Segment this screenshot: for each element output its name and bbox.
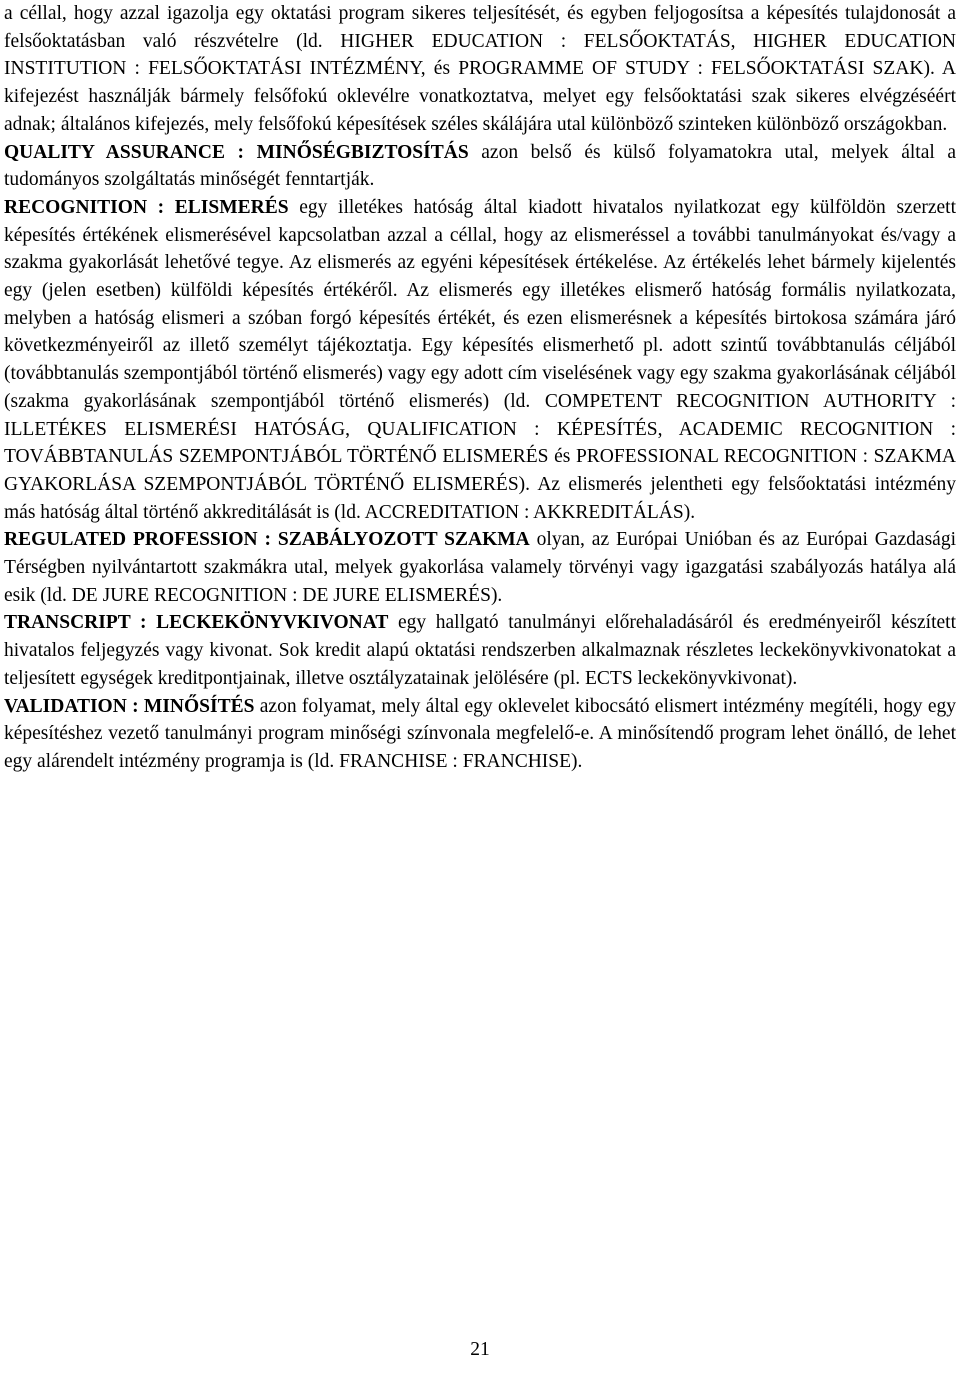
glossary-entry-regulated-profession bbox=[4, 526, 956, 609]
entry-definition: azon belső és külső folyamatokra utal, melyek által a tudományos szolgáltatás minőségét fenntartják. bbox=[4, 141, 957, 191]
entry-definition: egy hallgató tanulmányi előrehaladásáról és eredményeiről készített hivatalos feljegyzés vagy kivonat. Sok kredit alapú oktatási rendszerben alkalmaznak részletes leckekönyvkivonatokat a teljesített egységek kreditpontjainak, illetve osztályzatainak jelölésére (pl. ECTS leckekönyvkivonat). bbox=[4, 612, 956, 689]
entry-definition: egy illetékes hatóság által kiadott hivatalos nyilatkozat egy külföldön szerzett képesítés értékének elismerésével kapcsolatban azzal a céllal, hogy az elismeréssel a további tanulmányokat és/vagy a szakma gyakorlását lehetővé tegye. Az elismerés az egyéni képesítések értékelése. Az értékelés lehet bármely kijelentés egy (jelen esetben) külföldi képesítés értékéről. Az elismerés egy illetékes elismerő hatóság formális nyilatkozata, melyben a hatóság elismeri a szóban forgó képesítés értékét, és ezen elismerésnek a képesítés birtokosa számára járó következményeiről az illető személyt tájékoztatja. Egy képesítés elismerhető pl. adott szintű továbbtanulás céljából (továbbtanulás szempontjából történő elismerés) vagy egy adott cím viselésének vagy egy szakma gyakorlásának céljából (szakma gyakorlásának szempontjából történő elismerés) (ld. COMPETENT RECOGNITION AUTHORITY : ILLETÉKES ELISMERÉSI HATÓSÁG, QUALIFICATION : KÉPESÍTÉS, ACADEMIC RECOGNITION : TOVÁBBTANULÁS SZEMPONTJÁBÓL TÖRTÉNŐ ELISMERÉS és PROFESSIONAL RECOGNITION : SZAKMA GYAKORLÁSA SZEMPONTJÁBÓL TÖRTÉNŐ ELISMERÉS). Az elismerés jelentheti egy felsőoktatási intézmény más hatóság által történő akkreditálását is (ld. ACCREDITATION : AKKREDITÁLÁS). bbox=[4, 196, 956, 523]
glossary-entry-validation bbox=[4, 693, 956, 776]
glossary-entry-quality-assurance bbox=[4, 139, 956, 194]
entry-term: RECOGNITION : ELISMERÉS bbox=[4, 196, 289, 218]
glossary-text bbox=[4, 0, 956, 776]
entry-term: QUALITY ASSURANCE : MINŐSÉGBIZTOSÍTÁS bbox=[4, 141, 469, 163]
glossary-entry-recognition bbox=[4, 194, 956, 526]
page-number: 21 bbox=[470, 1339, 490, 1360]
glossary-entry-transcript bbox=[4, 609, 956, 692]
continuation-text: a céllal, hogy azzal igazolja egy oktatási program sikeres teljesítését, és egyben feljogosítsa a képesítés tulajdonosát a felsőoktatásban való részvételre (ld. HIGHER EDUCATION : FELSŐOKTATÁS, HIGHER EDUCATION INSTITUTION : FELSŐOKTATÁSI INTÉZMÉNY, és PROGRAMME OF STUDY : FELSŐOKTATÁSI SZAK). A kifejezést használják bármely felsőfokú oklevélre vonatkoztatva, melyet egy felsőoktatási szak sikeres elvégzéséért adnak; általános kifejezés, mely felsőfokú képesítések széles skálájára utal különböző szinteken különböző országokban. bbox=[4, 3, 956, 135]
entry-definition: olyan, az Európai Unióban és az Európai Gazdasági Térségben nyilvántartott szakmákra utal, melyek gyakorlása valamely törvényi vagy igazgatási szabályozás hatálya alá esik (ld. DE JURE RECOGNITION : DE JURE ELISMERÉS). bbox=[4, 529, 956, 606]
entry-definition: azon folyamat, mely által egy oklevelet kibocsátó elismert intézmény megítéli, hogy egy képesítéshez vezető tanulmányi program minőségi színvonala megfelelő-e. A minősítendő program lehet önálló, de lehet egy alárendelt intézmény programja is (ld. FRANCHISE : FRANCHISE). bbox=[4, 695, 956, 772]
entry-term: REGULATED PROFESSION : SZABÁLYOZOTT SZAKMA bbox=[4, 529, 530, 551]
glossary-continuation bbox=[4, 0, 956, 139]
entry-term: TRANSCRIPT : LECKEKÖNYVKIVONAT bbox=[4, 612, 389, 634]
entry-term: VALIDATION : MINŐSÍTÉS bbox=[4, 695, 255, 717]
